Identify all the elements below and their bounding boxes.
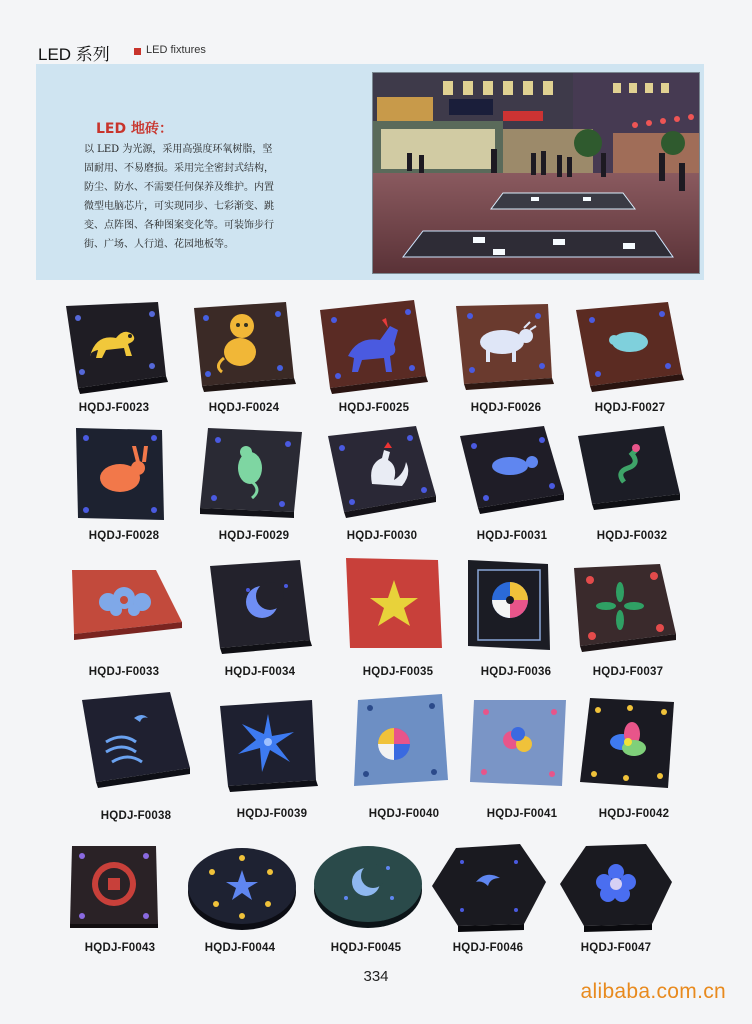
product-code: HQDJ-F0038	[100, 810, 172, 822]
product-code: HQDJ-F0030	[346, 530, 418, 542]
cloud-swirl-icon	[64, 560, 184, 660]
product-code: HQDJ-F0039	[236, 808, 308, 820]
product-code: HQDJ-F0026	[470, 402, 542, 414]
product-card[interactable]	[564, 562, 692, 692]
flower-icon	[568, 562, 688, 662]
coin-icon	[60, 838, 180, 938]
rainbow-swirl-icon	[344, 694, 464, 794]
intro-line: 固耐用、不易磨损。采用完全密封式结构，	[84, 163, 274, 174]
product-card[interactable]	[442, 296, 570, 426]
product-card[interactable]	[448, 424, 576, 554]
product-code: HQDJ-F0036	[480, 666, 552, 678]
rat-icon	[194, 424, 314, 524]
rabbit-icon	[64, 424, 184, 524]
product-card[interactable]	[176, 838, 304, 968]
intro-line: 变、点阵图、各种图案变化等。可装饰步行	[84, 220, 274, 231]
round-moon-icon	[306, 838, 426, 938]
intro-line: 街、广场、人行道、花园地板等。	[84, 239, 234, 250]
starburst-icon	[212, 696, 332, 796]
product-card[interactable]	[56, 838, 184, 968]
seagull-wave-icon	[76, 690, 196, 790]
product-card[interactable]	[340, 694, 468, 824]
intro-line: 微型电脑芯片，可实现同步、七彩渐变、跳	[84, 201, 274, 212]
product-code: HQDJ-F0047	[580, 942, 652, 954]
product-card[interactable]	[60, 424, 188, 554]
color-petals-icon	[574, 694, 694, 794]
product-code: HQDJ-F0041	[486, 808, 558, 820]
product-code: HQDJ-F0025	[338, 402, 410, 414]
product-code: HQDJ-F0040	[368, 808, 440, 820]
product-card[interactable]	[196, 560, 324, 690]
intro-heading: LED 地砖：	[96, 121, 173, 137]
product-card[interactable]	[566, 296, 694, 426]
snake-icon	[572, 424, 692, 524]
pig-icon	[570, 296, 690, 396]
color-dots-icon	[462, 694, 582, 794]
product-code: HQDJ-F0042	[598, 808, 670, 820]
intro-line: 以 LED 为光源，采用高强度环氧树脂，坚	[84, 144, 273, 155]
product-code: HQDJ-F0043	[84, 942, 156, 954]
product-card[interactable]	[60, 560, 188, 690]
ox-icon	[446, 296, 566, 396]
product-code: HQDJ-F0031	[476, 530, 548, 542]
product-code: HQDJ-F0046	[452, 942, 524, 954]
page-number: 334	[363, 968, 389, 985]
product-card[interactable]	[452, 558, 580, 688]
product-card[interactable]	[72, 690, 200, 820]
rooster-icon	[322, 424, 442, 524]
product-card[interactable]	[570, 694, 698, 824]
monkey-icon	[184, 296, 304, 396]
product-code: HQDJ-F0023	[78, 402, 150, 414]
round-stars-icon	[180, 838, 300, 938]
dog-icon	[54, 296, 174, 396]
product-code: HQDJ-F0024	[208, 402, 280, 414]
product-code: HQDJ-F0044	[204, 942, 276, 954]
pinwheel-icon	[456, 558, 576, 658]
product-card[interactable]	[568, 424, 696, 554]
product-card[interactable]	[180, 296, 308, 426]
sheep-icon	[452, 424, 572, 524]
product-code: HQDJ-F0032	[596, 530, 668, 542]
product-code: HQDJ-F0028	[88, 530, 160, 542]
watermark: alibaba.com.cn	[580, 980, 726, 1003]
product-card[interactable]	[302, 838, 430, 968]
product-card[interactable]	[50, 296, 178, 426]
product-code: HQDJ-F0045	[330, 942, 402, 954]
product-code: HQDJ-F0034	[224, 666, 296, 678]
horse-icon	[314, 296, 434, 396]
product-code: HQDJ-F0029	[218, 530, 290, 542]
intro-line: 防尘、防水、不需要任何保养及维护。内置	[84, 182, 274, 193]
product-card[interactable]	[552, 838, 680, 968]
product-card[interactable]	[190, 424, 318, 554]
hexagon-flower-icon	[556, 838, 676, 938]
product-card[interactable]	[424, 838, 552, 968]
product-card[interactable]	[458, 694, 586, 824]
star-icon	[338, 556, 458, 656]
product-card[interactable]	[334, 556, 462, 686]
crescent-moon-icon	[200, 560, 320, 660]
product-card[interactable]	[310, 296, 438, 426]
product-code: HQDJ-F0033	[88, 666, 160, 678]
product-code: HQDJ-F0035	[362, 666, 434, 678]
product-card[interactable]	[318, 424, 446, 554]
hexagon-bird-icon	[428, 838, 548, 938]
page-title: LED 系列	[38, 45, 110, 64]
page-subtitle: LED fixtures	[146, 44, 206, 56]
product-code: HQDJ-F0027	[594, 402, 666, 414]
product-card[interactable]	[208, 696, 336, 826]
product-code: HQDJ-F0037	[592, 666, 664, 678]
